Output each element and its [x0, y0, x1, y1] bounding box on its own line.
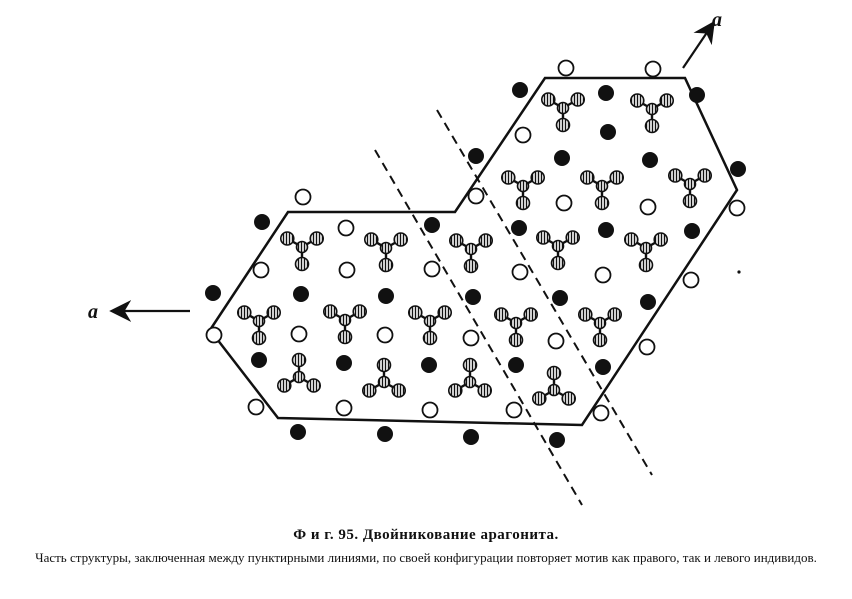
calcium-atom-open: [423, 403, 438, 418]
calcium-atom-filled: [552, 290, 568, 306]
oxygen-atom: [625, 233, 638, 246]
calcium-atom-filled: [595, 359, 611, 375]
oxygen-atom: [548, 367, 561, 380]
calcium-atom-open: [339, 221, 354, 236]
oxygen-atom: [253, 332, 266, 345]
calcium-atom-open: [254, 263, 269, 278]
oxygen-atom: [353, 305, 366, 318]
calcium-atom-filled: [465, 289, 481, 305]
oxygen-atom: [533, 392, 546, 405]
caption-title: Ф и г. 95. Двойникование арагонита.: [293, 527, 559, 543]
oxygen-atom: [465, 260, 478, 273]
carbonate-group: [669, 169, 711, 208]
carbon-atom: [518, 181, 529, 192]
carbon-atom: [553, 241, 564, 252]
oxygen-atom: [596, 197, 609, 210]
oxygen-atom: [267, 306, 280, 319]
oxygen-atom: [537, 231, 550, 244]
oxygen-atom: [464, 359, 477, 372]
oxygen-atom: [479, 234, 492, 247]
calcium-atom-filled: [511, 220, 527, 236]
calcium-atom-filled: [468, 148, 484, 164]
carbonate-group: [409, 306, 451, 345]
oxygen-atom: [608, 308, 621, 321]
calcium-atom-filled: [424, 217, 440, 233]
axis-arrow-upper-right: [683, 28, 710, 68]
carbon-atom: [595, 318, 606, 329]
calcium-atom-open: [594, 406, 609, 421]
calcium-atom-filled: [684, 223, 700, 239]
carbonate-group: [363, 359, 405, 398]
carbonate-group: [542, 93, 584, 132]
carbon-atom: [340, 315, 351, 326]
oxygen-atom: [296, 258, 309, 271]
carbon-atom: [379, 377, 390, 388]
calcium-atom-filled: [293, 286, 309, 302]
carbon-atom: [511, 318, 522, 329]
axis-label-upper-right: a: [712, 9, 722, 31]
carbonate-group: [238, 306, 280, 345]
caption-body: Часть структуры, заключенная между пунктирными линиями, по своей конфигурации повторяет мотив как правого, так и левого индивидов.: [35, 550, 817, 565]
oxygen-atom: [424, 332, 437, 345]
oxygen-atom: [510, 334, 523, 347]
oxygen-atom: [449, 384, 462, 397]
calcium-atom-filled: [554, 150, 570, 166]
oxygen-atom: [495, 308, 508, 321]
carbonate-group: [581, 171, 623, 210]
carbon-atom: [381, 243, 392, 254]
calcium-atom-filled: [689, 87, 705, 103]
calcium-atom-filled: [642, 152, 658, 168]
oxygen-atom: [281, 232, 294, 245]
calcium-atom-filled: [421, 357, 437, 373]
oxygen-atom: [339, 331, 352, 344]
calcium-atom-open: [557, 196, 572, 211]
oxygen-atom: [293, 354, 306, 367]
oxygen-atom: [660, 94, 673, 107]
oxygen-atom: [571, 93, 584, 106]
carbonate-group: [324, 305, 366, 344]
carbonate-group: [502, 171, 544, 210]
calcium-atom-open: [516, 128, 531, 143]
carbon-atom: [254, 316, 265, 327]
carbonate-group: [281, 232, 323, 271]
oxygen-atom: [380, 259, 393, 272]
calcium-atom-filled: [600, 124, 616, 140]
calcium-atom-filled: [254, 214, 270, 230]
calcium-atom-open: [596, 268, 611, 283]
oxygen-atom: [640, 259, 653, 272]
oxygen-atom: [581, 171, 594, 184]
calcium-atom-filled: [377, 426, 393, 442]
oxygen-atom: [631, 94, 644, 107]
oxygen-atom: [594, 334, 607, 347]
calcium-atom-open: [640, 340, 655, 355]
calcium-atom-open: [730, 201, 745, 216]
carbon-atom: [465, 377, 476, 388]
carbon-atom: [685, 179, 696, 190]
oxygen-atom: [684, 195, 697, 208]
oxygen-atom: [502, 171, 515, 184]
oxygen-atom: [392, 384, 405, 397]
oxygen-atom: [669, 169, 682, 182]
calcium-atom-filled: [598, 85, 614, 101]
calcium-atom-filled: [512, 82, 528, 98]
oxygen-atom: [324, 305, 337, 318]
calcium-atom-open: [464, 331, 479, 346]
oxygen-atom: [610, 171, 623, 184]
calcium-atom-open: [549, 334, 564, 349]
oxygen-atom: [562, 392, 575, 405]
calcium-atom-filled: [336, 355, 352, 371]
oxygen-atom: [646, 120, 659, 133]
carbonate-group: [365, 233, 407, 272]
oxygen-atom: [307, 379, 320, 392]
calcium-atom-open: [292, 327, 307, 342]
oxygen-atom: [579, 308, 592, 321]
carbon-atom: [549, 385, 560, 396]
oxygen-atom: [238, 306, 251, 319]
carbon-atom: [425, 316, 436, 327]
oxygen-atom: [363, 384, 376, 397]
figure-caption: [0, 527, 852, 565]
calcium-atom-open: [507, 403, 522, 418]
calcium-atom-filled: [205, 285, 221, 301]
oxygen-atom: [524, 308, 537, 321]
calcium-atom-filled: [598, 222, 614, 238]
calcium-atom-filled: [378, 288, 394, 304]
carbonate-group: [278, 354, 320, 393]
carbon-atom: [647, 104, 658, 115]
carbon-atom: [558, 103, 569, 114]
oxygen-atom: [310, 232, 323, 245]
calcium-atom-open: [684, 273, 699, 288]
oxygen-atom: [365, 233, 378, 246]
oxygen-atom: [378, 359, 391, 372]
calcium-atom-open: [337, 401, 352, 416]
carbonate-group: [533, 367, 575, 406]
oxygen-atom: [552, 257, 565, 270]
carbonate-groups: [238, 93, 711, 405]
carbon-atom: [466, 244, 477, 255]
calcium-atom-open: [296, 190, 311, 205]
carbon-atom: [597, 181, 608, 192]
calcium-atom-filled: [508, 357, 524, 373]
calcium-atom-open: [249, 400, 264, 415]
oxygen-atom: [394, 233, 407, 246]
calcium-atom-open: [646, 62, 661, 77]
calcium-atom-open: [559, 61, 574, 76]
calcium-atom-open: [378, 328, 393, 343]
calcium-atom-open: [425, 262, 440, 277]
carbonate-group: [495, 308, 537, 347]
calcium-atom-open: [469, 189, 484, 204]
calcium-atom-filled: [290, 424, 306, 440]
oxygen-atom: [566, 231, 579, 244]
oxygen-atom: [531, 171, 544, 184]
calcium-atom-open: [513, 265, 528, 280]
carbon-atom: [294, 372, 305, 383]
calcium-atom-filled: [463, 429, 479, 445]
carbon-atom: [641, 243, 652, 254]
calcium-atom-filled: [251, 352, 267, 368]
carbonate-group: [625, 233, 667, 272]
carbon-atom: [297, 242, 308, 253]
oxygen-atom: [654, 233, 667, 246]
oxygen-atom: [438, 306, 451, 319]
carbonate-group: [450, 234, 492, 273]
oxygen-atom: [450, 234, 463, 247]
carbonate-group: [579, 308, 621, 347]
calcium-atom-filled: [640, 294, 656, 310]
carbonate-group: [537, 231, 579, 270]
axis-label-left: a: [88, 301, 98, 323]
carbonate-group: [449, 359, 491, 398]
oxygen-atom: [478, 384, 491, 397]
calcium-atom-filled: [549, 432, 565, 448]
oxygen-atom: [517, 197, 530, 210]
calcium-atom-open: [207, 328, 222, 343]
carbonate-group: [631, 94, 673, 133]
oxygen-atom: [278, 379, 291, 392]
speck-dot: [737, 270, 740, 273]
oxygen-atom: [542, 93, 555, 106]
oxygen-atom: [409, 306, 422, 319]
calcium-atom-filled: [730, 161, 746, 177]
oxygen-atom: [698, 169, 711, 182]
calcium-atom-open: [641, 200, 656, 215]
calcium-atom-open: [340, 263, 355, 278]
oxygen-atom: [557, 119, 570, 132]
